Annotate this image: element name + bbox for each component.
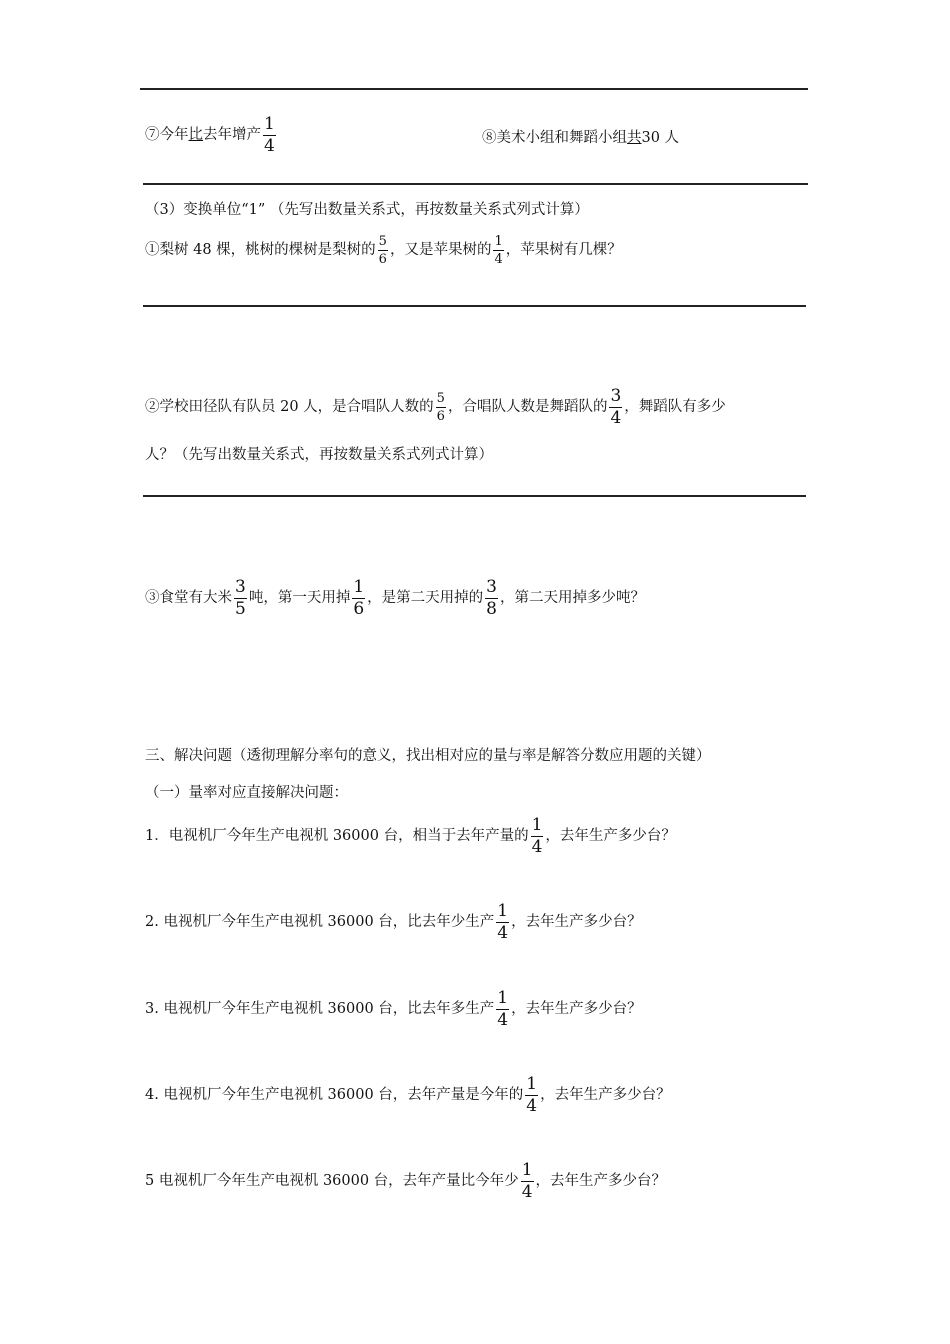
fraction	[521, 1162, 534, 1201]
text-segment: 4	[531, 837, 543, 857]
text-segment: 1	[521, 1160, 533, 1180]
rule-line-1	[140, 88, 808, 90]
text-segment: （3）变换单位“1” （先写出数量关系式，再按数量关系式列式计算）	[145, 202, 589, 218]
text-segment: ③食堂有大米	[145, 590, 232, 607]
fraction	[485, 579, 498, 618]
text-segment: 1	[264, 114, 275, 134]
fraction	[496, 903, 509, 942]
text-segment: 三、解决问题（透彻理解分率句的意义，找出相对应的量与率是解答分数应用题的关键）	[145, 748, 711, 764]
item-7-text-2: 去年增产	[203, 127, 261, 144]
item-7-underlined: 比	[188, 127, 203, 144]
problem-5	[145, 1162, 666, 1201]
text-segment: ，去年生产多少台？	[511, 1001, 642, 1018]
fraction	[378, 235, 388, 266]
fraction	[531, 817, 544, 856]
rule-line-3	[143, 305, 806, 307]
text-segment: 4	[264, 136, 275, 156]
text-segment: 4	[521, 1182, 533, 1202]
fraction-bar	[378, 250, 388, 251]
text-segment: 1	[353, 577, 365, 597]
fraction	[609, 388, 622, 427]
fraction	[352, 579, 365, 618]
text-segment: ，去年生产多少台？	[511, 914, 642, 931]
text-segment: 4	[610, 408, 622, 428]
text-segment: 5	[235, 599, 246, 619]
question-3	[145, 579, 645, 618]
text-segment: 5 电视机厂今年生产电视机 36000 台，去年产量比今年少	[145, 1173, 519, 1190]
text-segment: ②学校田径队有队员 20 人，是合唱队人数的	[145, 399, 434, 416]
text-segment: 1．电视机厂今年生产电视机 36000 台，相当于去年产量的	[145, 828, 529, 845]
text-segment: 6	[378, 252, 387, 267]
item-7-text: ⑦今年	[145, 127, 189, 144]
part-3-subtitle	[145, 786, 348, 801]
text-segment: 1	[526, 1074, 538, 1094]
text-segment: 1	[497, 988, 509, 1008]
text-segment: ，合唱队人数是舞蹈队的	[447, 399, 608, 416]
item-8	[482, 131, 679, 146]
text-segment: 3. 电视机厂今年生产电视机 36000 台，比去年多生产	[145, 1001, 495, 1018]
fraction-bar	[436, 407, 446, 408]
text-segment: 吨，第一天用掉	[248, 590, 351, 607]
text-segment: ①梨树 48 棵，桃树的棵树是梨树的	[145, 242, 376, 259]
question-2-line-2	[145, 448, 493, 463]
fraction	[263, 116, 276, 155]
fraction	[525, 1076, 538, 1115]
text-segment: 1	[494, 234, 503, 249]
rule-line-4	[143, 495, 806, 497]
text-segment: ，去年生产多少台？	[535, 1173, 667, 1190]
problem-1	[145, 817, 676, 856]
text-segment: 3	[610, 386, 622, 406]
question-2	[145, 388, 726, 427]
text-segment: ，苹果树有几棵？	[505, 242, 622, 259]
fraction	[436, 392, 446, 423]
problem-2	[145, 903, 642, 942]
text-segment: ，去年生产多少台？	[540, 1087, 671, 1104]
text-segment: 2. 电视机厂今年生产电视机 36000 台，比去年少生产	[145, 914, 495, 931]
text-segment: 1	[497, 901, 509, 921]
text-segment: 5	[378, 234, 387, 249]
text-segment: 1	[531, 815, 543, 835]
fraction	[234, 579, 247, 618]
text-segment: ，去年生产多少台？	[545, 828, 676, 845]
text-segment: 4	[526, 1096, 538, 1116]
item-8-underlined: 共	[627, 130, 642, 146]
text-segment: 4	[497, 923, 509, 943]
text-segment: 4. 电视机厂今年生产电视机 36000 台，去年产量是今年的	[145, 1087, 524, 1104]
question-1	[145, 235, 622, 266]
text-segment: 3	[486, 577, 497, 597]
text-segment: ，第二天用掉多少吨？	[499, 590, 645, 607]
rule-line-2	[143, 183, 808, 185]
text-segment: ，舞蹈队有多少	[624, 399, 726, 416]
fraction	[496, 990, 509, 1029]
text-segment: 人？（先写出数量关系式，再按数量关系式列式计算）	[145, 447, 493, 463]
item-7	[145, 116, 278, 155]
problem-4	[145, 1076, 671, 1115]
fraction-bar	[493, 250, 503, 251]
text-segment: 6	[436, 409, 445, 424]
text-segment: 6	[353, 599, 365, 619]
section-3-title	[145, 203, 589, 218]
problem-3	[145, 990, 642, 1029]
part-3-title	[145, 749, 711, 764]
text-segment: ，又是苹果树的	[389, 242, 492, 259]
text-segment: 4	[494, 252, 503, 267]
text-segment: 4	[497, 1010, 509, 1030]
item-8-text: ⑧美术小组和舞蹈小组	[482, 130, 627, 146]
item-8-text-2: 30 人	[641, 130, 680, 146]
fraction	[493, 235, 503, 266]
text-segment: 5	[436, 391, 445, 406]
text-segment: 8	[486, 599, 497, 619]
text-segment: ，是第二天用掉的	[367, 590, 484, 607]
text-segment: 3	[235, 577, 246, 597]
text-segment: （一）量率对应直接解决问题：	[145, 785, 348, 801]
